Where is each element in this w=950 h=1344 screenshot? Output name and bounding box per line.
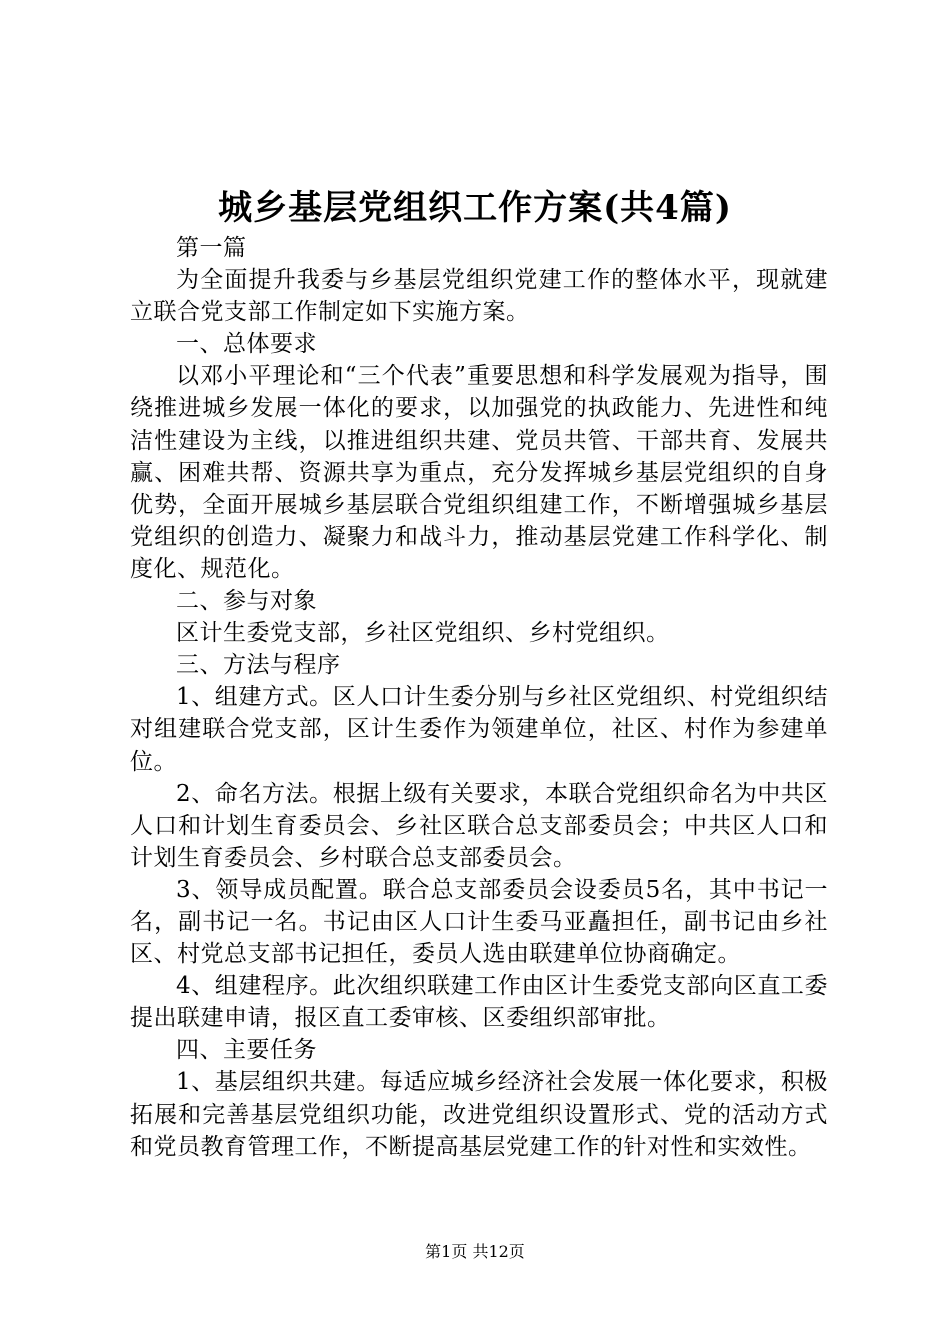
section-heading-methods: 三、方法与程序 xyxy=(176,652,341,679)
methods-item-2: 2、命名方法。根据上级有关要求，本联合党组织命名为中共区人口和计划生育委员会、乡社区联合总支部委员会；中共区人口和计划生育委员会、乡村联合总支部委员会。 xyxy=(130,780,828,871)
section-heading-part-one: 第一篇 xyxy=(176,235,247,261)
document-body xyxy=(130,232,828,1163)
general-requirements-paragraph: 以邓小平理论和“三个代表”重要思想和科学发展观为指导，围绕推进城乡发展一体化的要求，以加强党的执政能力、先进性和纯洁性建设为主线，以推进组织共建、党员共管、干部共育、发展共赢、困难共帮、资源共享为重点，充分发挥城乡基层党组织的自身优势，全面开展城乡基层联合党组织组建工作，不断增强城乡基层党组织的创造力、凝聚力和战斗力，推动基层党建工作科学化、制度化、规范化。 xyxy=(130,363,828,582)
page-number-footer: 第1页 共12页 xyxy=(425,1242,525,1261)
document-title: 城乡基层党组织工作方案(共4篇) xyxy=(218,188,732,228)
intro-paragraph: 为全面提升我委与乡基层党组织党建工作的整体水平，现就建立联合党支部工作制定如下实施方案。 xyxy=(130,267,828,326)
section-heading-main-tasks: 四、主要任务 xyxy=(176,1037,317,1064)
methods-item-3: 3、领导成员配置。联合总支部委员会设委员5名，其中书记一名，副书记一名。书记由区人口计生委马亚矗担任，副书记由乡社区、村党总支部书记担任，委员人选由联建单位协商确定。 xyxy=(130,876,828,968)
section-heading-participants: 二、参与对象 xyxy=(176,588,317,615)
methods-item-4: 4、组建程序。此次组织联建工作由区计生委党支部向区直工委提出联建申请，报区直工委审核、区委组织部审批。 xyxy=(130,973,828,1032)
methods-item-1: 1、组建方式。区人口计生委分别与乡社区党组织、村党组织结对组建联合党支部，区计生委作为领建单位，社区、村作为参建单位。 xyxy=(130,684,828,775)
participants-paragraph: 区计生委党支部，乡社区党组织、乡村党组织。 xyxy=(176,620,670,647)
main-tasks-item-1: 1、基层组织共建。每适应城乡经济社会发展一体化要求，积极拓展和完善基层党组织功能，改进党组织设置形式、党的活动方式和党员教育管理工作，不断提高基层党建工作的针对性和实效性。 xyxy=(130,1069,828,1160)
section-heading-general-requirements: 一、总体要求 xyxy=(176,331,317,358)
